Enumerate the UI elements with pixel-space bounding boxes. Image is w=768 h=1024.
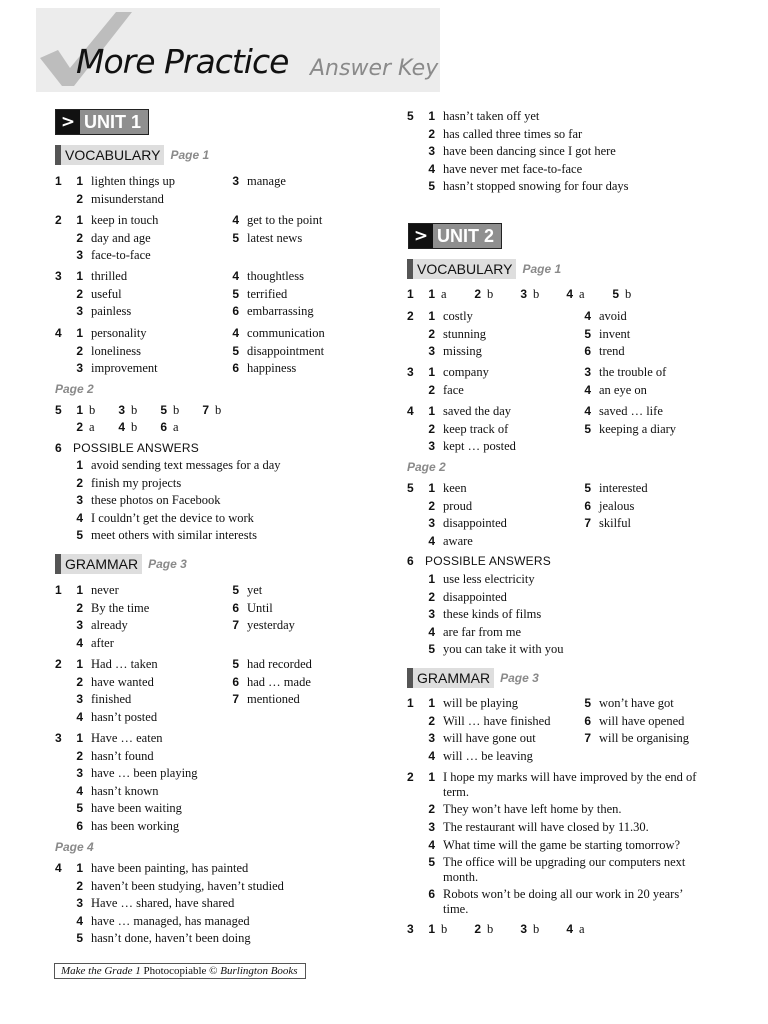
- u2-ex5-item-number: 5: [584, 481, 591, 495]
- u1-ex2-answer: face-to-face: [91, 248, 151, 263]
- u2-ex2-item-number: 4: [584, 309, 591, 323]
- u1-g5-answer: have never met face-to-face: [443, 161, 583, 176]
- u2-g2-answer: What time will the game be starting tomorrow?: [443, 837, 681, 852]
- u2-ex4-answer: keep track of: [443, 421, 509, 436]
- u2-ex2-number: 2: [407, 309, 414, 323]
- u1-g1-answer: already: [91, 618, 128, 633]
- u1-g2-answer: Had … taken: [91, 657, 158, 671]
- u1-g1-item-number: 1: [76, 583, 83, 597]
- u2-ex6-item-number: 1: [428, 572, 435, 586]
- u1-ex3-item-number: 5: [232, 286, 239, 301]
- u2-g2-number: 2: [407, 770, 414, 784]
- u1-g4-item-number: 4: [76, 913, 83, 928]
- u2-ex2-answer: missing: [443, 344, 482, 359]
- u2-ex5-item-number: 3: [428, 516, 435, 531]
- u1-ex2-item-number: 3: [76, 248, 83, 263]
- u1-g1-answer: Until: [247, 600, 273, 615]
- u2-g1-answer: will … be leaving: [443, 748, 533, 763]
- u1-ex3-item-number: 2: [76, 286, 83, 301]
- u1-g1-answer: after: [91, 635, 114, 650]
- u2-g1-item-number: 6: [584, 713, 591, 728]
- u1-ex5-answer: b: [173, 403, 180, 417]
- u1-g1-item-number: 3: [76, 618, 83, 633]
- u1-ex2-item-number: 1: [76, 213, 83, 227]
- u2-g2-answer: I hope my marks will have improved by the end of: [443, 770, 697, 784]
- u2-ex3-item-number: 4: [584, 382, 591, 397]
- u1-ex5-answer: b: [215, 403, 222, 417]
- u1-g4-answer: hasn’t done, haven’t been doing: [91, 931, 251, 946]
- u2-ex5-answer: skilful: [599, 516, 631, 531]
- unit-1-badge: [55, 109, 149, 135]
- u1-g3-number: 3: [55, 731, 62, 745]
- u1-g3-item-number: 2: [76, 748, 83, 763]
- u2-g1-answer: won’t have got: [599, 696, 674, 710]
- u1-ex3-item-number: 4: [232, 269, 239, 283]
- u1-ex2-item-number: 2: [76, 230, 83, 245]
- u1-g3-item-number: 1: [76, 731, 83, 745]
- u2-ex3-answer: an eye on: [599, 382, 647, 397]
- u2-ex2-item-number: 3: [428, 344, 435, 359]
- u2-g1-item-number: 5: [584, 696, 591, 710]
- u1-ex1-answer: lighten things up: [91, 174, 176, 188]
- u1-ex5-answer: a: [173, 420, 179, 434]
- u2-ex6-answer: are far from me: [443, 624, 522, 639]
- u1-ex4-answer: happiness: [247, 361, 297, 376]
- u2-ex5-item-number: 4: [428, 533, 435, 548]
- u2-g2-answer-continued: term.: [443, 785, 470, 799]
- u1-ex2-answer: get to the point: [247, 213, 323, 227]
- u2-ex1-number: 1: [407, 287, 414, 301]
- u2-ex1-answer: a: [441, 287, 447, 301]
- u2-ex6-heading: POSSIBLE ANSWERS: [425, 554, 551, 568]
- unit-2-page-2-label: Page 2: [407, 460, 446, 474]
- u2-ex1-answer: b: [625, 287, 632, 301]
- u1-ex4-answer: disappointment: [247, 343, 325, 358]
- u2-ex4-answer: saved … life: [599, 404, 663, 418]
- u2-ex1-answer: a: [579, 287, 585, 301]
- u2-ex1-item-number: 5: [612, 287, 619, 301]
- u1-ex6-answer: these photos on Facebook: [91, 493, 221, 508]
- u1-ex5-item-number: 5: [160, 403, 167, 417]
- u1-g5-answer: hasn’t taken off yet: [443, 109, 540, 123]
- u1-g4-number: 4: [55, 861, 62, 875]
- u2-ex4-item-number: 4: [584, 404, 591, 418]
- u1-g2-item-number: 2: [76, 674, 83, 689]
- u1-ex1-answer: manage: [247, 174, 286, 188]
- u1-g2-item-number: 4: [76, 709, 83, 724]
- u2-ex1-item-number: 4: [566, 287, 573, 301]
- u1-ex6-answer: finish my projects: [91, 475, 182, 490]
- u1-ex5-item-number: 3: [118, 403, 125, 417]
- u1-ex5-answer: b: [131, 420, 138, 434]
- u2-ex6-answer: use less electricity: [443, 572, 535, 586]
- u1-g2-item-number: 3: [76, 692, 83, 707]
- u2-g3-answer: a: [579, 922, 585, 936]
- u1-ex6-answer: I couldn’t get the device to work: [91, 510, 254, 525]
- u2-ex3-answer: face: [443, 382, 464, 397]
- u2-g1-answer: will have opened: [599, 713, 685, 728]
- u1-g5-answer: hasn’t stopped snowing for four days: [443, 179, 629, 194]
- u1-ex3-answer: thrilled: [91, 269, 128, 283]
- u1-ex6-heading: POSSIBLE ANSWERS: [73, 441, 199, 455]
- u2-g1-answer: will have gone out: [443, 731, 536, 746]
- u1-g5-item-number: 5: [428, 179, 435, 194]
- unit-2-label: UNIT 2: [433, 224, 501, 248]
- u1-g4-answer: haven’t been studying, haven’t studied: [91, 878, 284, 893]
- u1-ex2-item-number: 5: [232, 230, 239, 245]
- unit-2-badge: [408, 223, 502, 249]
- u2-ex4-answer: saved the day: [443, 404, 512, 418]
- u2-ex5-answer: disappointed: [443, 516, 507, 531]
- u2-ex5-answer: aware: [443, 533, 473, 548]
- u1-ex5-answer: b: [89, 403, 96, 417]
- u1-ex3-item-number: 1: [76, 269, 83, 283]
- u2-ex4-item-number: 2: [428, 421, 435, 436]
- u1-g3-item-number: 4: [76, 783, 83, 798]
- u1-ex4-item-number: 4: [232, 326, 239, 340]
- u1-g5-item-number: 1: [428, 109, 435, 123]
- u2-ex6-item-number: 5: [428, 642, 435, 657]
- unit-1-page-4-label: Page 4: [55, 840, 94, 854]
- u2-g2-item-number: 5: [428, 855, 435, 870]
- u2-ex6-answer: you can take it with you: [443, 642, 564, 657]
- u1-ex4-item-number: 5: [232, 343, 239, 358]
- u2-g1-answer: will be playing: [443, 696, 518, 710]
- unit-1-grammar-heading: GRAMMAR Page 3: [55, 554, 187, 574]
- u2-g3-number: 3: [407, 922, 414, 936]
- u1-ex1-item-number: 1: [76, 174, 83, 188]
- u1-ex2-answer: day and age: [91, 230, 151, 245]
- u2-g2-answer-continued: month.: [443, 870, 479, 885]
- u2-g2-answer-continued: time.: [443, 902, 469, 917]
- u2-g2-answer: The office will be upgrading our computers next: [443, 855, 686, 870]
- u2-ex5-number: 5: [407, 481, 414, 495]
- u1-g2-item-number: 1: [76, 657, 83, 671]
- u2-ex5-item-number: 7: [584, 516, 591, 531]
- u2-ex5-item-number: 6: [584, 498, 591, 513]
- u2-ex2-answer: trend: [599, 344, 625, 359]
- u1-g5-answer: has called three times so far: [443, 126, 583, 141]
- u1-ex3-item-number: 6: [232, 304, 239, 319]
- u1-ex2-item-number: 4: [232, 213, 239, 227]
- u1-g1-item-number: 2: [76, 600, 83, 615]
- u1-ex4-number: 4: [55, 326, 62, 340]
- u1-ex4-item-number: 2: [76, 343, 83, 358]
- u2-g3-item-number: 2: [474, 922, 481, 936]
- u1-g4-item-number: 2: [76, 878, 83, 893]
- u2-g2-item-number: 3: [428, 819, 435, 834]
- u2-ex2-answer: stunning: [443, 326, 487, 341]
- u2-ex2-item-number: 6: [584, 344, 591, 359]
- u1-g5-item-number: 3: [428, 144, 435, 159]
- u1-ex3-answer: useful: [91, 286, 122, 301]
- unit-1-vocabulary-heading: VOCABULARY Page 1: [55, 145, 209, 165]
- u1-g2-answer: had … made: [247, 674, 311, 689]
- u1-ex5-answer: b: [131, 403, 138, 417]
- u1-ex5-answer: a: [89, 420, 95, 434]
- u1-ex4-answer: personality: [91, 326, 147, 340]
- u1-g4-item-number: 1: [76, 861, 83, 875]
- unit-2-vocabulary-heading: VOCABULARY Page 1: [407, 259, 561, 279]
- u2-ex3-item-number: 3: [584, 365, 591, 379]
- u2-g2-answer: They won’t have left home by then.: [443, 802, 622, 816]
- u2-ex1-item-number: 1: [428, 287, 435, 301]
- u1-g3-item-number: 6: [76, 819, 83, 833]
- u1-g3-answer: have been waiting: [91, 801, 182, 816]
- u1-ex6-item-number: 4: [76, 510, 83, 525]
- u1-ex5-item-number: 4: [118, 420, 125, 434]
- u1-ex3-answer: painless: [91, 304, 132, 319]
- u1-g2-item-number: 5: [232, 657, 239, 671]
- u1-ex4-item-number: 1: [76, 326, 83, 340]
- u1-g4-answer: have … managed, has managed: [91, 913, 250, 928]
- u2-ex2-answer: avoid: [599, 309, 627, 323]
- u2-g2-answer: The restaurant will have closed by 11.30.: [443, 819, 649, 834]
- u1-g2-answer: hasn’t posted: [91, 709, 158, 724]
- u1-ex3-answer: embarrassing: [247, 304, 314, 319]
- u2-g1-item-number: 2: [428, 713, 435, 728]
- u1-ex4-answer: improvement: [91, 361, 158, 376]
- u1-g4-item-number: 5: [76, 931, 83, 946]
- arrow-icon: >: [409, 224, 433, 248]
- u2-ex6-item-number: 4: [428, 624, 435, 639]
- u1-ex3-number: 3: [55, 269, 62, 283]
- u1-ex3-item-number: 3: [76, 304, 83, 319]
- u2-ex2-answer: invent: [599, 326, 631, 341]
- u1-ex1-item-number: 3: [232, 174, 239, 188]
- u1-g4-answer: Have … shared, have shared: [91, 896, 235, 911]
- u2-ex4-answer: keeping a diary: [599, 421, 677, 436]
- u1-ex2-number: 2: [55, 213, 62, 227]
- u1-g3-answer: has been working: [91, 819, 180, 833]
- u1-ex2-answer: keep in touch: [91, 213, 159, 227]
- u1-ex3-answer: thoughtless: [247, 269, 304, 283]
- u1-g5-number: 5: [407, 109, 414, 123]
- u1-ex4-item-number: 6: [232, 361, 239, 376]
- u2-ex5-answer: keen: [443, 481, 467, 495]
- u1-ex6-item-number: 1: [76, 458, 83, 472]
- u1-ex6-item-number: 5: [76, 528, 83, 543]
- u2-ex5-answer: jealous: [599, 498, 635, 513]
- u2-g3-answer: b: [487, 922, 494, 936]
- u2-g1-item-number: 3: [428, 731, 435, 746]
- u2-ex6-answer: these kinds of films: [443, 607, 542, 622]
- u1-g3-answer: have … been playing: [91, 766, 198, 781]
- u2-ex4-number: 4: [407, 404, 414, 418]
- u2-ex4-item-number: 3: [428, 439, 435, 454]
- u1-ex6-answer: meet others with similar interests: [91, 528, 257, 543]
- u2-ex5-answer: proud: [443, 498, 473, 513]
- u2-ex4-item-number: 1: [428, 404, 435, 418]
- u2-g1-item-number: 7: [584, 731, 591, 746]
- u2-ex2-answer: costly: [443, 309, 473, 323]
- u1-ex6-item-number: 2: [76, 475, 83, 490]
- u2-g2-item-number: 1: [428, 770, 435, 784]
- u1-g3-answer: hasn’t known: [91, 783, 159, 798]
- u2-ex3-item-number: 1: [428, 365, 435, 379]
- u2-g3-item-number: 3: [520, 922, 527, 936]
- u2-ex6-item-number: 2: [428, 589, 435, 604]
- u2-g2-item-number: 6: [428, 887, 435, 902]
- u2-ex5-item-number: 2: [428, 498, 435, 513]
- u2-g3-item-number: 4: [566, 922, 573, 936]
- u1-g2-item-number: 6: [232, 674, 239, 689]
- u1-ex6-answer: avoid sending text messages for a day: [91, 458, 281, 472]
- u1-ex6-item-number: 3: [76, 493, 83, 508]
- u1-ex5-number: 5: [55, 403, 62, 417]
- u2-ex2-item-number: 5: [584, 326, 591, 341]
- u1-ex1-item-number: 2: [76, 191, 83, 206]
- u2-ex2-item-number: 2: [428, 326, 435, 341]
- u1-g2-answer: finished: [91, 692, 132, 707]
- u1-g4-answer: have been painting, has painted: [91, 861, 249, 875]
- u1-ex1-answer: misunderstand: [91, 191, 164, 206]
- u1-g1-item-number: 6: [232, 600, 239, 615]
- u2-g1-item-number: 4: [428, 748, 435, 763]
- u2-g3-answer: b: [441, 922, 448, 936]
- u1-ex5-item-number: 2: [76, 420, 83, 434]
- u2-g2-answer: Robots won’t be doing all our work in 20 years’: [443, 887, 684, 902]
- u1-ex3-answer: terrified: [247, 286, 288, 301]
- u2-g3-item-number: 1: [428, 922, 435, 936]
- u1-g2-number: 2: [55, 657, 62, 671]
- u2-g3-answer: b: [533, 922, 540, 936]
- u1-ex6-number: 6: [55, 441, 62, 455]
- u1-g3-item-number: 5: [76, 801, 83, 816]
- u1-ex4-item-number: 3: [76, 361, 83, 376]
- u1-g1-answer: yet: [247, 583, 263, 597]
- u2-ex4-answer: kept … posted: [443, 439, 516, 454]
- unit-1-page-2-label: Page 2: [55, 382, 94, 396]
- u1-ex5-item-number: 7: [202, 403, 209, 417]
- u1-g2-answer: mentioned: [247, 692, 300, 707]
- u1-ex5-item-number: 1: [76, 403, 83, 417]
- u1-g5-item-number: 4: [428, 161, 435, 176]
- footer: Make the Grade 1 Photocopiable © Burlington Books: [54, 963, 306, 979]
- u2-g2-item-number: 4: [428, 837, 435, 852]
- page-title: More Practice: [76, 42, 289, 81]
- u2-ex1-item-number: 3: [520, 287, 527, 301]
- u1-g1-item-number: 7: [232, 618, 239, 633]
- u2-ex3-answer: company: [443, 365, 489, 379]
- u2-ex5-item-number: 1: [428, 481, 435, 495]
- u2-ex3-number: 3: [407, 365, 414, 379]
- u1-ex5-item-number: 6: [160, 420, 167, 434]
- u1-g3-answer: hasn’t found: [91, 748, 154, 763]
- u2-g1-item-number: 1: [428, 696, 435, 710]
- u2-ex6-item-number: 3: [428, 607, 435, 622]
- unit-1-label: UNIT 1: [80, 110, 148, 134]
- u2-ex1-answer: b: [533, 287, 540, 301]
- u1-g3-answer: Have … eaten: [91, 731, 163, 745]
- u2-ex3-answer: the trouble of: [599, 365, 667, 379]
- u1-g2-item-number: 7: [232, 692, 239, 707]
- u1-ex2-answer: latest news: [247, 230, 303, 245]
- u1-g2-answer: had recorded: [247, 657, 312, 671]
- u1-g5-answer: have been dancing since I got here: [443, 144, 616, 159]
- u2-ex1-item-number: 2: [474, 287, 481, 301]
- u1-g4-item-number: 3: [76, 896, 83, 911]
- unit-2-grammar-heading: GRAMMAR Page 3: [407, 668, 539, 688]
- u1-g1-answer: By the time: [91, 600, 150, 615]
- u1-g1-number: 1: [55, 583, 62, 597]
- u1-g3-item-number: 3: [76, 766, 83, 781]
- u2-g1-answer: Will … have finished: [443, 713, 551, 728]
- u1-g1-item-number: 4: [76, 635, 83, 650]
- u1-g1-item-number: 5: [232, 583, 239, 597]
- u2-ex3-item-number: 2: [428, 382, 435, 397]
- u1-g1-answer: never: [91, 583, 119, 597]
- u1-g5-item-number: 2: [428, 126, 435, 141]
- u1-ex4-answer: loneliness: [91, 343, 141, 358]
- u2-ex2-item-number: 1: [428, 309, 435, 323]
- u1-g2-answer: have wanted: [91, 674, 154, 689]
- u2-ex6-answer: disappointed: [443, 589, 507, 604]
- u1-ex1-number: 1: [55, 174, 62, 188]
- u2-g1-number: 1: [407, 696, 414, 710]
- u2-g2-item-number: 2: [428, 802, 435, 816]
- u2-ex1-answer: b: [487, 287, 494, 301]
- u2-ex6-number: 6: [407, 554, 414, 568]
- u1-g1-answer: yesterday: [247, 618, 295, 633]
- arrow-icon: >: [56, 110, 80, 134]
- u2-ex4-item-number: 5: [584, 421, 591, 436]
- page-subtitle: Answer Key: [310, 56, 439, 81]
- u2-g1-answer: will be organising: [599, 731, 690, 746]
- u1-ex4-answer: communication: [247, 326, 325, 340]
- u2-ex5-answer: interested: [599, 481, 648, 495]
